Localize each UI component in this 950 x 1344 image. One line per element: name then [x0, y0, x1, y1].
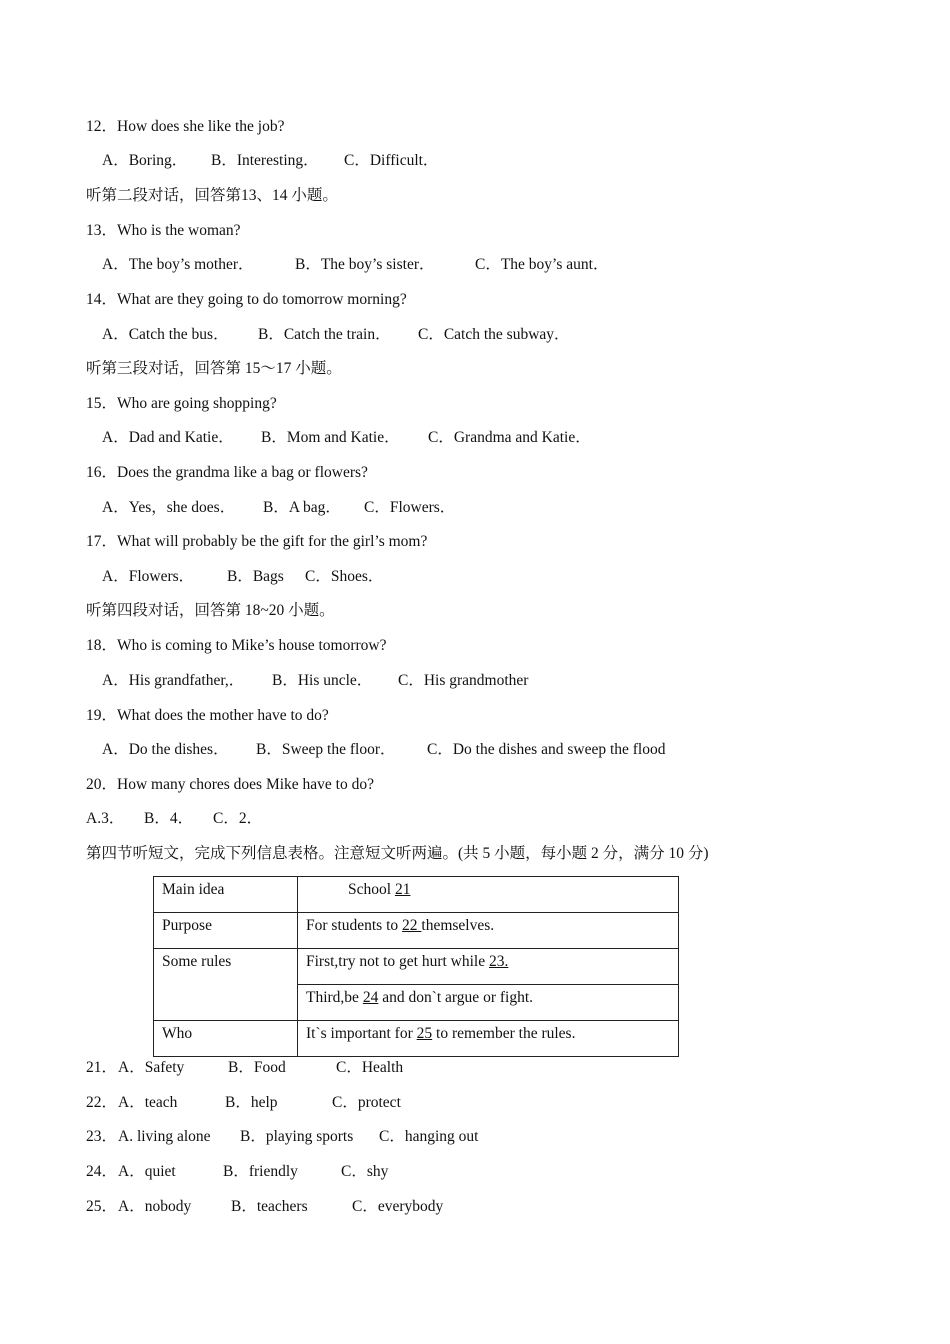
table-row — [154, 949, 679, 985]
q13-option-b: B．The boy’s sister． — [295, 256, 435, 273]
q22-option-b: B．help — [225, 1094, 278, 1111]
q18-option-b: B．His uncle． — [272, 672, 373, 689]
q14-option-a: A．Catch the bus． — [102, 326, 229, 343]
question-25-number: 25． — [86, 1198, 118, 1215]
q21-option-b: B．Food — [228, 1059, 286, 1076]
question-23-number: 23． — [86, 1128, 118, 1145]
question-22-number: 22． — [86, 1094, 118, 1111]
table-label-purpose: Purpose — [154, 913, 298, 949]
question-18: 18．Who is coming to Mike’s house tomorrow? — [86, 637, 387, 654]
table-cell-rule-3 — [298, 985, 679, 1021]
q15-option-a: A．Dad and Katie． — [102, 429, 234, 446]
section-2-instruction: 听第二段对话，回答第13、14 小题。 — [86, 187, 338, 204]
q14-option-b: B．Catch the train． — [258, 326, 391, 343]
cell-text: and don`t argue or fight. — [378, 989, 534, 1006]
q19-option-a: A．Do the dishes． — [102, 741, 229, 758]
cell-text: Third,be — [306, 989, 363, 1006]
q17-option-b: B．Bags — [227, 568, 284, 585]
blank-24: 24 — [362, 989, 379, 1006]
table-label-some-rules: Some rules — [154, 949, 298, 1021]
q23-option-b: B．playing sports — [240, 1128, 354, 1145]
q17-option-c: C．Shoes． — [305, 568, 384, 585]
q12-option-a: A．Boring． — [102, 152, 188, 169]
q24-option-a: A．quiet — [118, 1163, 176, 1180]
section-4-instruction: 听第四段对话，回答第 18~20 小题。 — [86, 602, 335, 619]
question-15: 15．Who are going shopping? — [86, 395, 277, 412]
table-label-who: Who — [154, 1021, 298, 1057]
q20-option-b: B．4． — [144, 810, 194, 827]
part-4-heading: 第四节听短文，完成下列信息表格。注意短文听两遍。(共 5 小题，每小题 2 分，满分 10 分) — [86, 845, 709, 862]
q19-option-b: B．Sweep the floor． — [256, 741, 396, 758]
q21-option-a: A．Safety — [118, 1059, 185, 1076]
question-21-number: 21． — [86, 1059, 118, 1076]
q20-option-c: C．2． — [213, 810, 263, 827]
q18-option-a: A．His grandfather,． — [102, 672, 245, 689]
question-14: 14．What are they going to do tomorrow morning? — [86, 291, 407, 308]
table-cell-who — [298, 1021, 679, 1057]
q19-option-c: C．Do the dishes and sweep the flood — [427, 741, 666, 758]
cell-text: to remember the rules. — [432, 1025, 576, 1042]
info-table — [153, 876, 679, 1057]
q12-option-b: B．Interesting． — [211, 152, 319, 169]
table-row — [154, 877, 679, 913]
q22-option-a: A．teach — [118, 1094, 178, 1111]
q22-option-c: C．protect — [332, 1094, 401, 1111]
table-cell-rule-1 — [298, 949, 679, 985]
cell-text: themselves. — [421, 917, 495, 934]
q25-option-b: B．teachers — [231, 1198, 308, 1215]
q16-option-a: A．Yes，she does． — [102, 499, 236, 516]
blank-23: 23. — [488, 953, 509, 970]
q23-option-c: C．hanging out — [379, 1128, 479, 1145]
q24-option-c: C．shy — [341, 1163, 389, 1180]
q20-option-a: A.3． — [86, 810, 125, 827]
q14-option-c: C．Catch the subway． — [418, 326, 570, 343]
cell-text: It`s important for — [306, 1025, 417, 1042]
table-cell-main-idea — [298, 877, 679, 913]
table-cell-purpose — [298, 913, 679, 949]
q13-option-c: C．The boy’s aunt． — [475, 256, 609, 273]
q15-option-b: B．Mom and Katie． — [261, 429, 400, 446]
q24-option-b: B．friendly — [223, 1163, 298, 1180]
question-19: 19．What does the mother have to do? — [86, 707, 329, 724]
q25-option-c: C．everybody — [352, 1198, 444, 1215]
q17-option-a: A．Flowers． — [102, 568, 195, 585]
question-13: 13．Who is the woman? — [86, 222, 241, 239]
blank-25: 25 — [416, 1025, 433, 1042]
q18-option-c: C．His grandmother — [398, 672, 529, 689]
q15-option-c: C．Grandma and Katie． — [428, 429, 591, 446]
q16-option-b: B．A bag． — [263, 499, 341, 516]
table-row — [154, 1021, 679, 1057]
q13-option-a: A．The boy’s mother． — [102, 256, 254, 273]
table-label-main-idea: Main idea — [154, 877, 298, 913]
blank-22: 22 — [402, 917, 422, 934]
q16-option-c: C．Flowers． — [364, 499, 456, 516]
cell-text: First,try not to get hurt while — [306, 953, 489, 970]
cell-text: For students to — [306, 917, 403, 934]
question-16: 16．Does the grandma like a bag or flowers? — [86, 464, 368, 481]
question-12: 12．How does she like the job? — [86, 118, 285, 135]
cell-text: School — [348, 881, 395, 898]
q25-option-a: A．nobody — [118, 1198, 192, 1215]
q23-option-a: A. living alone — [118, 1128, 211, 1145]
table-row — [154, 913, 679, 949]
blank-21: 21 — [394, 881, 411, 898]
section-3-instruction: 听第三段对话，回答第 15～17 小题。 — [86, 360, 342, 377]
question-20: 20．How many chores does Mike have to do? — [86, 776, 374, 793]
q21-option-c: C．Health — [336, 1059, 404, 1076]
question-17: 17．What will probably be the gift for the girl’s mom? — [86, 533, 428, 550]
question-24-number: 24． — [86, 1163, 118, 1180]
q12-option-c: C．Difficult． — [344, 152, 439, 169]
